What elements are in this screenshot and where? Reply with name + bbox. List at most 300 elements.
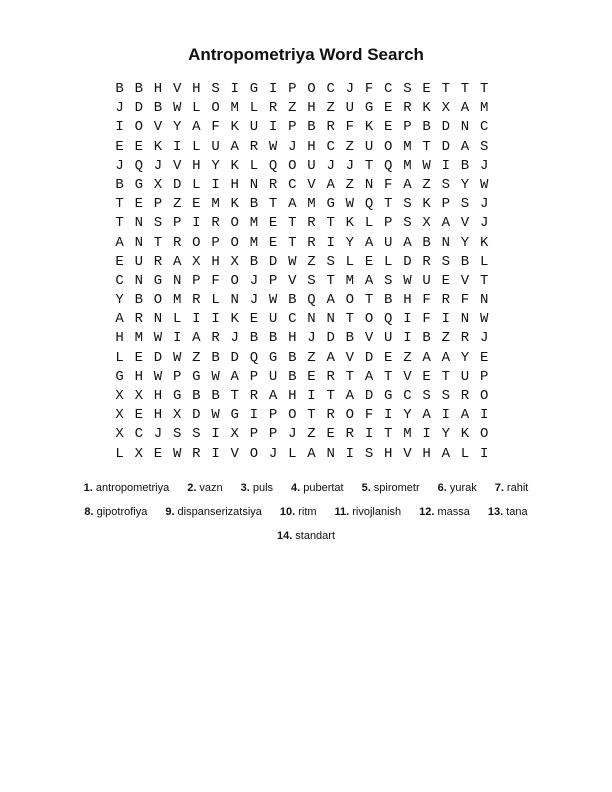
word-number: 1.	[83, 482, 93, 494]
grid-letter: O	[479, 388, 489, 404]
grid-letter: G	[384, 388, 393, 404]
grid-letter: O	[249, 445, 259, 462]
grid-letter: Y	[211, 157, 220, 174]
grid-letter: H	[211, 253, 220, 270]
grid-letter: S	[441, 388, 450, 404]
word-item	[178, 482, 231, 494]
grid-letter: W	[211, 368, 220, 385]
grid-letter: I	[441, 311, 450, 328]
grid-letter: S	[326, 253, 335, 270]
grid-letter: X	[115, 426, 124, 443]
grid-letter: S	[192, 426, 201, 443]
grid-letter: U	[345, 100, 355, 117]
grid-letter: H	[422, 445, 431, 462]
word-number: 8.	[84, 506, 94, 518]
grid-letter: L	[479, 253, 489, 270]
grid-letter: L	[249, 157, 259, 174]
grid-letter: T	[153, 234, 163, 251]
grid-row	[110, 176, 494, 195]
word-text: ritm	[298, 506, 317, 518]
grid-letter: R	[326, 368, 335, 385]
grid-letter: O	[345, 407, 355, 424]
grid-letter: Z	[307, 349, 316, 366]
grid-letter: I	[211, 311, 220, 328]
grid-row	[110, 138, 494, 157]
grid-letter: D	[153, 349, 163, 366]
grid-letter: M	[307, 196, 316, 213]
grid-row	[110, 387, 494, 406]
grid-letter: T	[268, 196, 278, 213]
grid-letter: K	[345, 215, 355, 232]
grid-letter: S	[153, 215, 163, 232]
grid-letter: M	[403, 426, 412, 443]
grid-letter: I	[364, 426, 374, 443]
grid-letter: J	[153, 157, 163, 174]
word-number: 9.	[165, 506, 175, 518]
grid-letter: G	[134, 176, 143, 193]
grid-letter: K	[460, 426, 470, 443]
grid-letter: V	[307, 176, 316, 193]
word-text: yurak	[449, 482, 477, 494]
grid-letter: R	[192, 292, 201, 309]
grid-letter: I	[345, 445, 355, 462]
word-item	[156, 506, 271, 518]
grid-letter: Z	[422, 176, 431, 193]
grid-letter: J	[345, 81, 355, 97]
grid-letter: A	[192, 119, 201, 136]
grid-letter: B	[288, 349, 297, 366]
grid-letter: U	[384, 330, 393, 347]
grid-letter: F	[345, 119, 355, 136]
grid-letter: R	[326, 119, 335, 136]
grid-letter: R	[268, 176, 278, 193]
grid-letter: S	[364, 445, 374, 462]
grid-letter: J	[153, 426, 163, 443]
grid-letter: Q	[384, 157, 393, 174]
grid-letter: Y	[460, 176, 470, 193]
grid-letter: K	[364, 119, 374, 136]
grid-letter: U	[268, 368, 278, 385]
word-text: gipotrofiya	[96, 506, 148, 518]
grid-letter: A	[403, 234, 412, 251]
word-item	[232, 482, 282, 494]
grid-letter: W	[211, 407, 220, 424]
grid-letter: N	[134, 215, 143, 232]
grid-letter: U	[249, 119, 259, 136]
grid-letter: K	[422, 196, 431, 213]
grid-letter: L	[115, 349, 124, 366]
grid-letter: G	[364, 100, 374, 117]
grid-letter: Q	[307, 292, 316, 309]
grid-letter: I	[403, 311, 412, 328]
word-number: 12.	[419, 506, 435, 518]
grid-letter: E	[384, 100, 393, 117]
grid-letter: L	[172, 311, 182, 328]
grid-letter: Z	[403, 349, 412, 366]
grid-letter: I	[441, 157, 450, 174]
grid-letter: W	[172, 349, 182, 366]
grid-letter: P	[172, 368, 182, 385]
grid-letter: O	[211, 100, 220, 117]
grid-letter: D	[192, 407, 201, 424]
grid-letter: V	[403, 445, 412, 462]
grid-letter: N	[479, 292, 489, 309]
grid-letter: L	[364, 215, 374, 232]
grid-letter: L	[460, 445, 470, 462]
grid-letter: N	[249, 176, 259, 193]
grid-letter: A	[460, 407, 470, 424]
grid-letter: K	[230, 119, 239, 136]
grid-letter: A	[192, 330, 201, 347]
grid-letter: I	[192, 311, 201, 328]
word-item	[75, 506, 156, 518]
grid-letter: R	[249, 138, 259, 155]
grid-letter: L	[211, 292, 220, 309]
grid-letter: X	[172, 407, 182, 424]
grid-letter: A	[422, 407, 431, 424]
grid-letter: H	[288, 330, 297, 347]
grid-letter: Q	[384, 311, 393, 328]
grid-letter: Q	[268, 157, 278, 174]
grid-letter: X	[422, 215, 431, 232]
grid-letter: L	[288, 445, 297, 462]
grid-letter: X	[192, 253, 201, 270]
grid-letter: E	[115, 253, 124, 270]
grid-letter: F	[364, 407, 374, 424]
grid-letter: A	[460, 100, 470, 117]
grid-letter: P	[172, 215, 182, 232]
grid-letter: C	[479, 119, 489, 136]
grid-row	[110, 445, 494, 464]
grid-letter: Y	[441, 426, 450, 443]
word-number: 4.	[291, 482, 301, 494]
grid-letter: S	[211, 81, 220, 97]
grid-row	[110, 157, 494, 176]
grid-letter: S	[403, 215, 412, 232]
grid-letter: T	[115, 215, 124, 232]
grid-letter: C	[134, 426, 143, 443]
grid-letter: T	[364, 157, 374, 174]
grid-letter: L	[249, 100, 259, 117]
grid-letter: T	[479, 272, 489, 289]
grid-letter: M	[172, 292, 182, 309]
grid-letter: H	[192, 81, 201, 97]
grid-letter: B	[153, 100, 163, 117]
grid-row	[110, 425, 494, 444]
grid-letter: V	[345, 349, 355, 366]
grid-letter: T	[384, 368, 393, 385]
grid-letter: H	[403, 292, 412, 309]
grid-letter: G	[249, 81, 259, 97]
grid-letter: B	[288, 368, 297, 385]
grid-letter: D	[364, 388, 374, 404]
grid-letter: A	[172, 253, 182, 270]
word-number: 10.	[279, 506, 296, 518]
grid-letter: A	[230, 138, 239, 155]
grid-letter: I	[115, 119, 124, 136]
grid-row	[110, 253, 494, 272]
grid-letter: P	[268, 426, 278, 443]
grid-letter: A	[441, 445, 450, 462]
grid-row	[110, 368, 494, 387]
grid-letter: Y	[460, 234, 470, 251]
grid-letter: W	[172, 100, 182, 117]
grid-letter: R	[326, 407, 335, 424]
grid-row	[110, 214, 494, 233]
grid-letter: B	[384, 292, 393, 309]
grid-letter: M	[249, 215, 259, 232]
word-number: 7.	[494, 482, 504, 494]
grid-letter: L	[345, 253, 355, 270]
grid-letter: V	[172, 157, 182, 174]
grid-letter: C	[288, 176, 297, 193]
grid-letter: E	[153, 445, 163, 462]
grid-letter: T	[307, 407, 316, 424]
grid-letter: D	[364, 349, 374, 366]
grid-letter: S	[479, 138, 489, 155]
word-number: 11.	[334, 506, 350, 518]
grid-letter: B	[422, 234, 431, 251]
word-number: 14.	[276, 530, 293, 542]
grid-letter: E	[268, 234, 278, 251]
grid-letter: B	[268, 330, 278, 347]
grid-row	[110, 349, 494, 368]
word-number: 2.	[187, 482, 197, 494]
grid-letter: E	[422, 81, 431, 97]
grid-letter: I	[230, 81, 239, 97]
grid-letter: B	[460, 253, 470, 270]
grid-letter: W	[403, 272, 412, 289]
word-text: tana	[506, 506, 528, 518]
grid-letter: E	[134, 138, 143, 155]
word-text: vazn	[199, 482, 223, 494]
grid-letter: T	[384, 426, 393, 443]
grid-row	[110, 291, 494, 310]
grid-letter: Z	[345, 176, 355, 193]
grid-letter: S	[403, 81, 412, 97]
grid-letter: S	[460, 196, 470, 213]
grid-letter: A	[115, 234, 124, 251]
grid-letter: Q	[249, 349, 259, 366]
grid-letter: H	[230, 176, 239, 193]
grid-letter: E	[134, 407, 143, 424]
grid-letter: X	[115, 388, 124, 404]
grid-letter: T	[479, 81, 489, 97]
grid-letter: E	[268, 215, 278, 232]
grid-row	[110, 272, 494, 291]
word-number: 13.	[487, 506, 504, 518]
grid-letter: K	[230, 196, 239, 213]
grid-letter: N	[134, 272, 143, 289]
grid-letter: V	[172, 81, 182, 97]
grid-letter: D	[134, 100, 143, 117]
word-item	[479, 506, 537, 518]
grid-letter: W	[479, 176, 489, 193]
grid-letter: B	[422, 330, 431, 347]
grid-letter: J	[345, 157, 355, 174]
grid-letter: S	[403, 196, 412, 213]
grid-letter: U	[307, 157, 316, 174]
grid-letter: C	[326, 138, 335, 155]
grid-letter: L	[115, 445, 124, 462]
grid-letter: H	[153, 388, 163, 404]
grid-letter: E	[115, 138, 124, 155]
grid-letter: T	[460, 81, 470, 97]
grid-letter: I	[211, 176, 220, 193]
grid-letter: V	[230, 445, 239, 462]
grid-letter: Y	[403, 407, 412, 424]
grid-letter: Q	[134, 157, 143, 174]
grid-letter: K	[153, 138, 163, 155]
grid-letter: K	[230, 311, 239, 328]
grid-letter: E	[441, 272, 450, 289]
grid-letter: S	[441, 253, 450, 270]
grid-letter: C	[403, 388, 412, 404]
grid-letter: F	[460, 292, 470, 309]
grid-letter: N	[172, 272, 182, 289]
grid-letter: I	[211, 445, 220, 462]
grid-letter: A	[326, 176, 335, 193]
grid-letter: F	[211, 272, 220, 289]
grid-letter: R	[460, 388, 470, 404]
grid-letter: T	[115, 196, 124, 213]
grid-letter: B	[192, 388, 201, 404]
grid-letter: O	[288, 407, 297, 424]
grid-row	[110, 234, 494, 253]
grid-letter: A	[441, 215, 450, 232]
grid-letter: A	[460, 138, 470, 155]
grid-letter: D	[172, 176, 182, 193]
grid-letter: A	[326, 292, 335, 309]
grid-letter: G	[172, 388, 182, 404]
grid-letter: G	[326, 196, 335, 213]
grid-letter: P	[268, 272, 278, 289]
grid-letter: H	[384, 445, 393, 462]
grid-letter: U	[268, 311, 278, 328]
grid-letter: B	[134, 292, 143, 309]
grid-letter: B	[211, 388, 220, 404]
grid-letter: V	[288, 272, 297, 289]
grid-letter: Y	[345, 234, 355, 251]
grid-letter: G	[115, 368, 124, 385]
grid-letter: L	[192, 176, 201, 193]
grid-letter: O	[192, 234, 201, 251]
grid-letter: P	[479, 368, 489, 385]
grid-letter: J	[268, 445, 278, 462]
grid-letter: B	[134, 81, 143, 97]
grid-letter: B	[249, 330, 259, 347]
grid-letter: W	[479, 311, 489, 328]
grid-letter: J	[288, 138, 297, 155]
grid-letter: V	[153, 119, 163, 136]
grid-letter: D	[441, 138, 450, 155]
grid-letter: T	[364, 292, 374, 309]
grid-letter: N	[326, 311, 335, 328]
grid-letter: H	[307, 138, 316, 155]
grid-letter: I	[172, 330, 182, 347]
grid-letter: K	[230, 157, 239, 174]
grid-letter: Z	[345, 138, 355, 155]
grid-letter: I	[403, 330, 412, 347]
grid-letter: O	[230, 215, 239, 232]
grid-letter: W	[172, 445, 182, 462]
word-item	[353, 482, 429, 494]
grid-letter: J	[115, 157, 124, 174]
grid-letter: P	[384, 215, 393, 232]
grid-letter: W	[422, 157, 431, 174]
grid-letter: T	[326, 272, 335, 289]
grid-letter: E	[422, 368, 431, 385]
grid-letter: B	[211, 349, 220, 366]
grid-letter: I	[479, 445, 489, 462]
grid-letter: A	[364, 272, 374, 289]
grid-letter: D	[326, 330, 335, 347]
grid-row	[110, 80, 494, 99]
grid-letter: N	[364, 176, 374, 193]
grid-letter: W	[268, 138, 278, 155]
grid-letter: N	[307, 311, 316, 328]
grid-letter: B	[422, 119, 431, 136]
word-item	[271, 506, 326, 518]
grid-letter: B	[249, 253, 259, 270]
grid-letter: L	[384, 253, 393, 270]
grid-letter: A	[326, 349, 335, 366]
grid-letter: R	[211, 215, 220, 232]
grid-letter: T	[441, 368, 450, 385]
grid-letter: O	[153, 292, 163, 309]
grid-letter: Z	[441, 330, 450, 347]
grid-letter: P	[288, 81, 297, 97]
word-item	[75, 482, 179, 494]
grid-letter: R	[441, 292, 450, 309]
grid-letter: B	[345, 330, 355, 347]
letter-grid	[110, 80, 494, 464]
grid-letter: M	[134, 330, 143, 347]
grid-letter: M	[403, 157, 412, 174]
grid-letter: X	[230, 253, 239, 270]
grid-row	[110, 118, 494, 137]
grid-letter: I	[326, 234, 335, 251]
grid-letter: T	[326, 215, 335, 232]
grid-letter: F	[422, 311, 431, 328]
grid-letter: O	[230, 272, 239, 289]
grid-letter: P	[441, 196, 450, 213]
grid-letter: A	[403, 176, 412, 193]
grid-letter: T	[345, 311, 355, 328]
grid-letter: U	[134, 253, 143, 270]
grid-letter: C	[384, 81, 393, 97]
grid-letter: V	[460, 272, 470, 289]
grid-letter: N	[134, 234, 143, 251]
grid-letter: A	[268, 388, 278, 404]
grid-letter: M	[345, 272, 355, 289]
grid-letter: U	[422, 272, 431, 289]
grid-letter: T	[230, 388, 239, 404]
grid-letter: E	[326, 426, 335, 443]
grid-letter: I	[249, 407, 259, 424]
grid-letter: O	[345, 292, 355, 309]
grid-letter: B	[115, 176, 124, 193]
grid-letter: N	[326, 445, 335, 462]
word-text: pubertat	[303, 482, 344, 494]
grid-letter: R	[211, 330, 220, 347]
grid-letter: U	[211, 138, 220, 155]
grid-letter: Z	[326, 100, 335, 117]
grid-letter: E	[134, 196, 143, 213]
word-text: rahit	[506, 482, 529, 494]
grid-letter: T	[288, 215, 297, 232]
grid-letter: N	[153, 311, 163, 328]
